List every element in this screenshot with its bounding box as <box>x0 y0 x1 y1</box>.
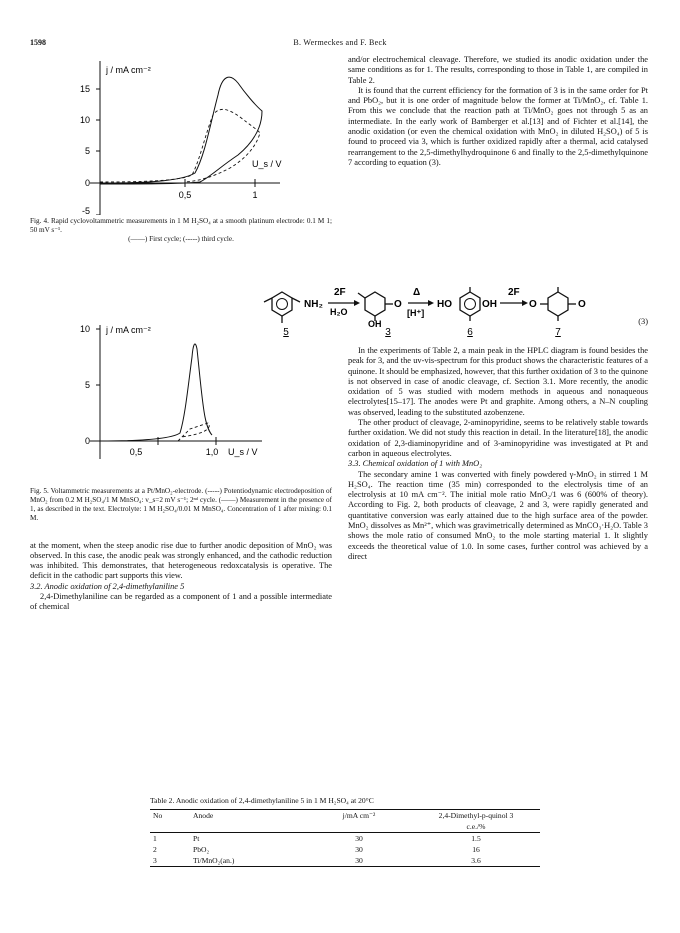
running-title: B. Wermeckes and F. Beck <box>293 38 387 47</box>
compound-6-structure <box>460 287 480 321</box>
fig4-ytick-label: -5 <box>81 206 90 215</box>
table-cell-j: 30 <box>306 855 412 867</box>
fig5-ylabel: j / mA cm⁻² <box>106 325 151 336</box>
table-cell-anode: PbO₂ <box>193 845 210 854</box>
table-2-grid <box>150 809 540 867</box>
figure-4-caption-legend: (——) First cycle; (-----) third cycle. <box>128 234 234 243</box>
table-header-no: No <box>150 810 190 822</box>
ho-label: HO <box>437 299 452 310</box>
fig5-xtick-label: 1,0 <box>205 447 219 458</box>
fig4-curve-first-cycle <box>100 77 262 184</box>
oh1-label: OH <box>368 319 382 329</box>
right-paragraph-3: In the experiments of Table 2, a main peak in the HPLC diagram is found besides the peak for 3, and the uv-vis-spectrum for this product shows the characteristic features of a quinone. It should be emphasized, however, that this further oxidation of 3 to the quinone is not observed in case of anodic cleavage, cf. Section 3.1. More recently, the anodic oxidation of 5 was studied with modern methods in aqueous and nonaqueous electrolytes[15–17]. The anodes were Pt and graphite. Among others, a N–N coupling was observed, leading to the substituted azobenzene. <box>348 346 648 417</box>
page-header <box>30 38 650 52</box>
figure-5-plot <box>30 317 332 485</box>
h2o-label: H₂O <box>330 307 348 317</box>
table-cell-no: 3 <box>150 855 190 867</box>
table-cell-anode: Ti/MnO₂(an.) <box>190 855 306 867</box>
fig4-ytick-label: 0 <box>84 178 90 188</box>
table-row <box>150 855 540 867</box>
table-cell-no: 1 <box>153 834 157 843</box>
table-cell-ce: 3.6 <box>412 855 540 867</box>
fig4-xtick-label: 1 <box>252 190 258 200</box>
fig4-curve-third-cycle <box>100 109 260 182</box>
compound-3-structure <box>358 292 393 321</box>
table-cell-ce: 16 <box>472 845 480 854</box>
figure-4 <box>30 55 332 243</box>
compound-3-label: 3 <box>385 327 391 338</box>
figure-5-caption: Fig. 5. Voltammetric measurements at a Pt/MnO₂-electrode. (-----) Potentiodynamic electrodeposition of MnO₂ from 0.2 M H₂SO₄/1 M MnSO₄: v_s=2 mV s⁻¹; 2ⁿᵈ cycle. (——) Measurement in the presence of 1, as described in the text. Electrolyte: 1 M H₂SO₄/0.01 M MnSO₄. Concentration of 1 after mixing: 0.1 M. <box>30 487 332 522</box>
reaction-scheme <box>30 283 648 341</box>
fig5-xtick-label: 0,5 <box>129 447 143 458</box>
o1-label: O <box>394 299 402 310</box>
equation-number: (3) <box>638 317 648 326</box>
fig5-ytick-label: 5 <box>84 380 90 391</box>
fig5-curve-deposition <box>178 423 209 441</box>
compound-7-structure <box>540 287 576 321</box>
fig5-curve-with-1 <box>100 344 212 441</box>
table-header-j: j/mA cm⁻² <box>306 810 412 822</box>
table-2-title: Table 2. Anodic oxidation of 2,4-dimethylaniline 5 in 1 M H₂SO₄ at 20°C <box>150 796 374 805</box>
left-paragraph-2: 2,4-Dimethylaniline can be regarded as a component of 1 and a possible intermediate of chemical <box>30 592 332 612</box>
table-cell-anode: Pt <box>193 834 200 843</box>
table-cell-ce: 1.5 <box>471 834 481 843</box>
oh2-label: OH <box>482 299 497 310</box>
hplus-label: [H⁺] <box>407 308 425 318</box>
page-number: 1598 <box>30 38 46 47</box>
right-column-lower <box>348 346 648 562</box>
right-paragraph-4: The other product of cleavage, 2-aminopyridine, seems to be relatively stable towards further oxidation. We did not study this reaction in detail. In the literature[18], the anodic oxidation of 2,3-diaminopyridine and of 3-aminopyridine was investigated at Pt and carbon in aqueous electrolytes. <box>348 418 648 458</box>
right-paragraph-2: It is found that the current efficiency for the formation of 3 is in the same order for Pt and PbO₂, but it is one order of magnitude below the former at Ti/MnO₂, cf. Table 1. From this we conclude that the reaction path at Ti/MnO₂ goes not through 5 as an intermediate. In the early work of Bamberger et al.[13] and of Fichter et al.[14], the anodic oxidation (or even the chemical oxidation with MnO₂ in diluted H₂SO₄) of 5 is found to proceed via 3, which is further oxidized rapidly after a thermal, acid catalysed rearrangement to the 2,5-dimethylhydroquinone 6 and finally to the 2,5-dimethylquinone 7 according to equation (3). <box>348 85 648 167</box>
table-row <box>150 844 540 855</box>
table-cell-no: 2 <box>153 845 157 854</box>
o3-label: O <box>578 299 586 310</box>
fig5-xlabel: U_s / V <box>228 447 258 458</box>
left-paragraph-1: at the moment, when the steep anodic rise due to further anodic deposition of MnO₂ was observed. In this case, the anodic peak was strongly enhanced, and the cathodic reduction was inhibited. This demonstrates, that heterogeneous redoxcatalysis is operative. The deficit in the cathodic part supports this view. <box>30 540 332 581</box>
compound-5-label: 5 <box>283 327 289 338</box>
table-header-product <box>412 810 540 822</box>
fig4-xtick-label: 0,5 <box>178 190 192 200</box>
arrow1-2f-label: 2F <box>334 287 346 298</box>
fig4-ytick-label: 10 <box>79 115 90 125</box>
table-2 <box>150 796 540 867</box>
figure-5 <box>30 317 332 522</box>
table-cell-j: 30 <box>355 834 363 843</box>
section-heading-3-3: 3.3. Chemical oxidation of 1 with MnO₂ <box>348 459 483 469</box>
figure-4-caption-text: Fig. 4. Rapid cyclovoltammetric measurements in 1 M H₂SO₄ at a smooth platinum electrode: 0.1 M 1; 50 mV s⁻¹. <box>30 217 332 234</box>
nh2-label: NH₂ <box>304 299 323 310</box>
table-header-anode: Anode <box>190 810 306 822</box>
reaction-equation-3 <box>30 283 648 341</box>
compound-6-label: 6 <box>467 327 473 338</box>
compound-5-structure <box>264 292 300 323</box>
figure-4-plot <box>30 55 332 215</box>
right-paragraph-5: The secondary amine 1 was converted with finely powdered γ-MnO₂ in stirred 1 M H₂SO₄. The reaction time (35 min) corresponded to the electrolysis time of an electrolysis at 10 mA cm⁻². The initial mole ratio MnO₂/1 was 6 (600% of theory). According to Fig. 2, both products of cleavage, 2 and 3, were rapidly generated and quantitative conversion was early attained due to the high surface area of the powder. MnO₂ dissolves as Mn²⁺, which was gravimetrically determined as MnCO₃·H₂O. Table 3 shows the mole ratio of consumed MnO₂ to the mole starting material 1. It slightly exceeds the theoretical value of 1.0. In some cases, further control was achieved by a direct <box>348 469 648 561</box>
delta-label: Δ <box>413 287 421 298</box>
compound-7-label: 7 <box>555 327 561 338</box>
table-cell-j: 30 <box>355 845 363 854</box>
table-row <box>150 833 540 845</box>
fig4-xlabel: U_s / V <box>252 159 282 169</box>
fig5-ytick-label: 10 <box>79 324 90 335</box>
arrow3-2f-label: 2F <box>508 287 520 298</box>
section-heading-3-2: 3.2. Anodic oxidation of 2,4-dimethylaniline 5 <box>30 581 185 591</box>
fig4-ytick-label: 15 <box>79 84 90 94</box>
right-column <box>348 55 648 168</box>
table-header-product-name: 2,4-Dimethyl-p-quinol 3 <box>438 811 514 820</box>
right-paragraph-1: and/or electrochemical cleavage. Therefore, we studied its anodic oxidation under the same conditions as for 1. The results, corresponding to those in Table 1, are compiled in Table 2. <box>348 55 648 85</box>
figure-4-caption <box>30 217 332 243</box>
fig4-ytick-label: 5 <box>84 146 90 156</box>
fig4-ylabel: j / mA cm⁻² <box>106 65 151 75</box>
fig5-ytick-label: 0 <box>84 436 90 447</box>
table-header-ce: c.e./% <box>412 821 540 833</box>
o2-label: O <box>529 299 537 310</box>
